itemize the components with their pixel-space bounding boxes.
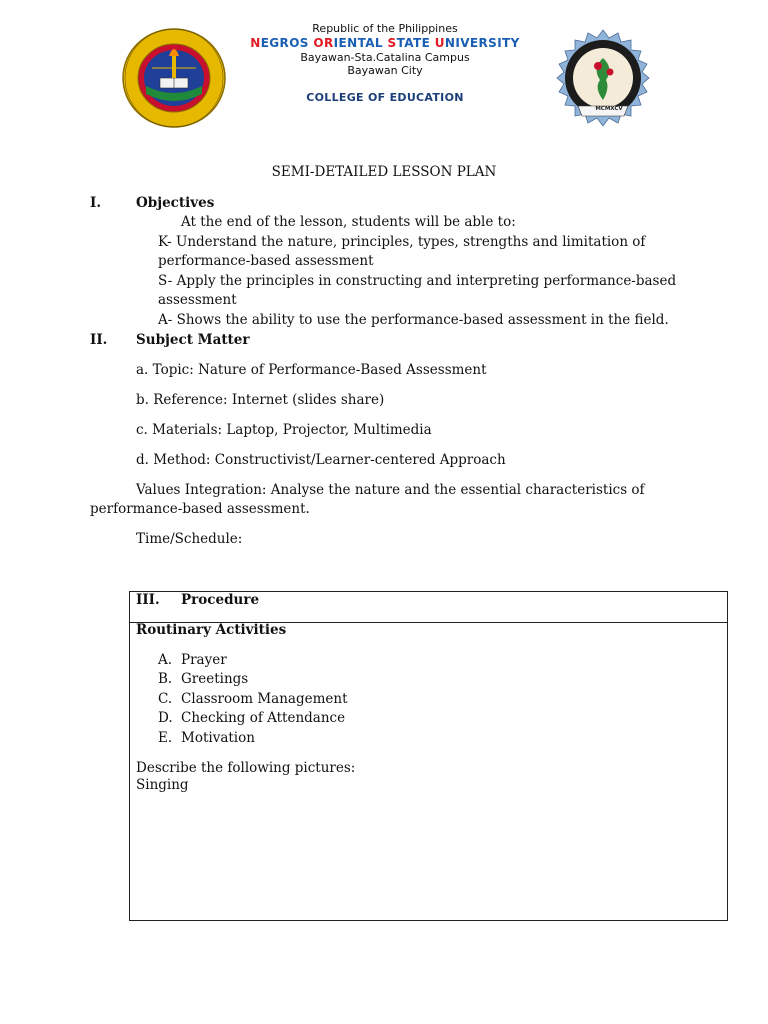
objective-line: performance-based assessment — [158, 253, 374, 269]
activity-letter: D. — [158, 710, 173, 726]
activity-letter: E. — [158, 730, 173, 746]
activity-item: Classroom Management — [181, 691, 348, 707]
subject-matter-numeral: II. — [90, 332, 108, 348]
objectives-heading: Objectives — [136, 195, 215, 211]
objectives-intro: At the end of the lesson, students will be able to: — [181, 214, 516, 230]
campus-line: Bayawan-Sta.Catalina Campus — [300, 51, 470, 64]
subject-matter-heading: Subject Matter — [136, 332, 250, 348]
activity-item: Motivation — [181, 730, 255, 746]
activity-item: Checking of Attendance — [181, 710, 346, 726]
method-line: d. Method: Constructivist/Learner-centered Approach — [136, 452, 506, 468]
activity-item: Greetings — [181, 671, 249, 687]
university-name-part: N — [250, 36, 261, 50]
time-schedule-line: Time/Schedule: — [136, 531, 243, 547]
activity-letter: C. — [158, 691, 173, 707]
procedure-numeral: III. — [136, 592, 160, 608]
objective-line: A- Shows the ability to use the performance-based assessment in the field. — [158, 312, 669, 328]
activity-item: Prayer — [181, 652, 227, 668]
activity-letter: A. — [158, 652, 173, 668]
university-name-part: OR — [313, 36, 334, 50]
university-name-part: S — [387, 36, 397, 50]
university-name-part: U — [434, 36, 445, 50]
reference-line: b. Reference: Internet (slides share) — [136, 392, 385, 408]
singing-label: Singing — [136, 777, 189, 793]
logo-ribbon-text: MCMXCV — [595, 106, 623, 112]
university-name-part: NIVERSITY — [444, 36, 520, 50]
activity-letter: B. — [158, 671, 173, 687]
routinary-activities-heading: Routinary Activities — [136, 622, 287, 638]
university-name — [200, 36, 570, 51]
college-name: COLLEGE OF EDUCATION — [306, 91, 464, 104]
values-integration-line1: Values Integration: Analyse the nature and the essential characteristics of — [136, 482, 645, 498]
topic-line: a. Topic: Nature of Performance-Based Assessment — [136, 362, 487, 378]
document-title: SEMI-DETAILED LESSON PLAN — [271, 164, 497, 180]
university-name-part: IENTAL — [333, 36, 388, 50]
objective-line: K- Understand the nature, principles, types, strengths and limitation of — [158, 234, 646, 250]
objective-line: assessment — [158, 292, 237, 308]
procedure-table — [129, 591, 728, 921]
procedure-heading: Procedure — [181, 592, 260, 608]
university-name-part: TATE — [396, 36, 435, 50]
objective-line: S- Apply the principles in constructing and interpreting performance-based — [158, 273, 677, 289]
objectives-numeral: I. — [90, 195, 102, 211]
describe-pictures-line: Describe the following pictures: — [136, 760, 356, 776]
city-line: Bayawan City — [347, 64, 423, 77]
values-integration-line2: performance-based assessment. — [90, 501, 310, 517]
republic-line: Republic of the Philippines — [312, 22, 458, 35]
letterhead — [200, 22, 570, 104]
university-name-part: EGROS — [260, 36, 314, 50]
materials-line: c. Materials: Laptop, Projector, Multimedia — [136, 422, 432, 438]
